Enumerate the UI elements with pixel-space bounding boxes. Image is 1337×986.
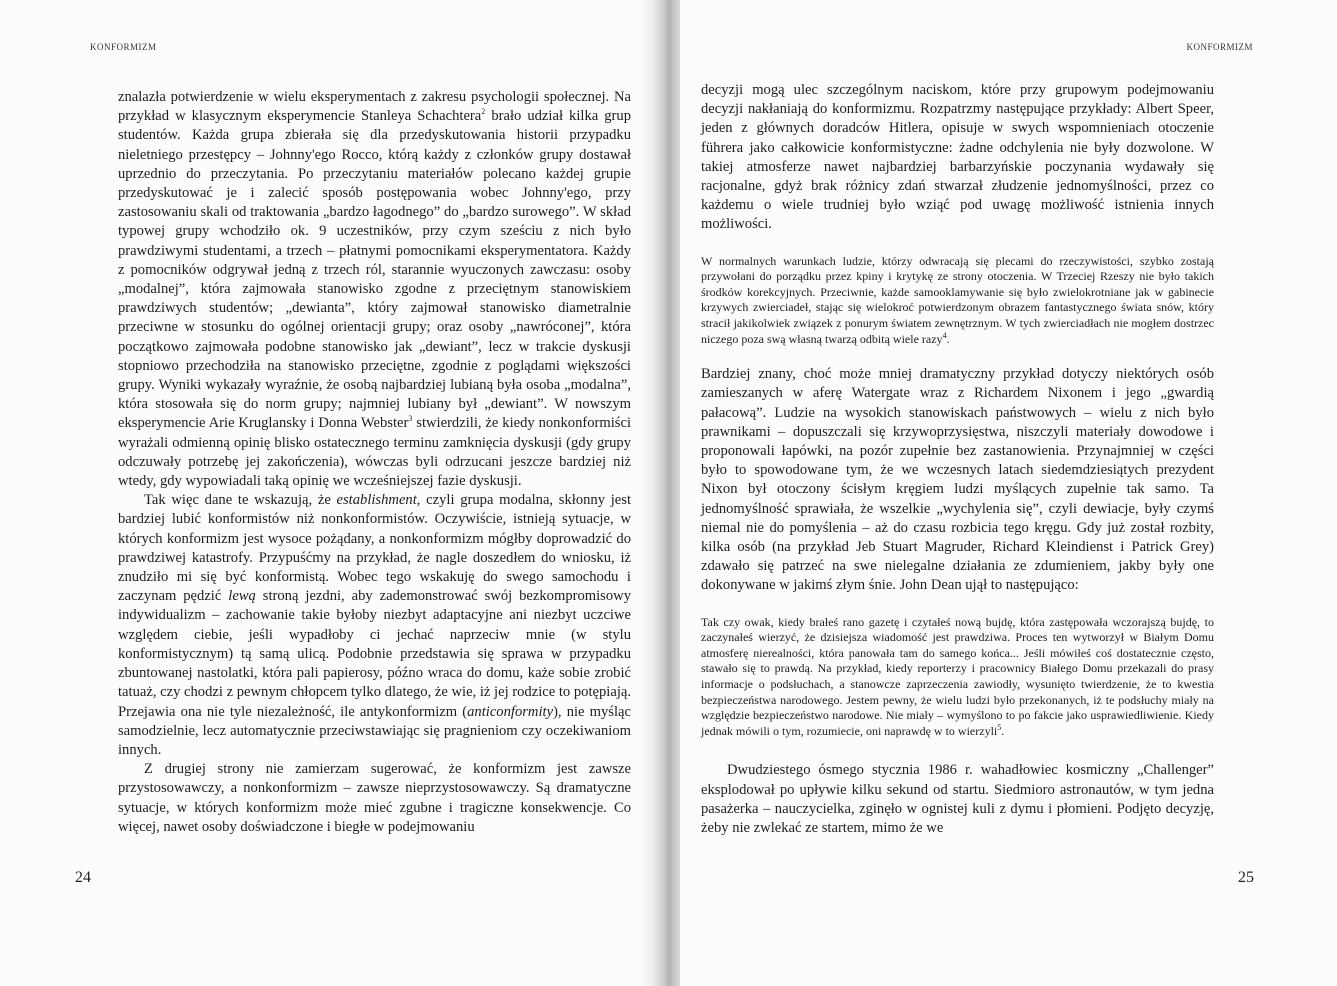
text-run: stwierdzili, że kiedy nonkonformiści wyrażali odmienną opinię blisko ostatecznego terminu zamknięcia dyskusji (gdy grupy odczuwały potrzebę jej zakończenia), wówczas byli odrzucani jeszcze bardziej niż wtedy, gdy wypowiadali taką opinię we wcześniejszej fazie dyskusji. [118, 415, 631, 490]
quote-text: Tak czy owak, kiedy brałeś rano gazetę i czytałeś nową bujdę, która zastępowała wczorajszą bujdę, to zaczynałeś wierzyć, że dzisiejsza wiadomość jest prawdziwa. Proces ten wytworzył w Białym Domu atmosferę nierealności, która panowała tam do samego końca... Jeśli mówiłeś coś dostatecznie często, stawało się to prawdą. Na przykład, kiedy reporterzy i pracownicy Białego Domu przekazali do prasy informacje o podsłuchach, a stanowcze zaprzeczenia zawiodły, wysunięto twierdzenie, że to kwestia bezpieczeństwa narodowego. Jestem pewny, że wielu ludzi było przekonanych, iż te podsłuchy miały na względzie bezpieczeństwo narodowe. Nie miały – wymyślono to po fakcie jako usprawiedliwienie. Kiedy jednak mówili o tym, rozumiecie, oni naprawdę w to wierzyli [701, 614, 1214, 738]
right-page [680, 0, 1337, 986]
paragraph [118, 491, 631, 760]
text-run: stroną jezdni, aby zademonstrować swój bezkompromisowy indywidualizm – zachowanie takie byłoby niezbyt adaptacyjne ani niezbyt uczciwe względem ciebie, jeśli wypadłoby ci jechać naprzeciw mnie (w stylu konformistycznym) tą samą ulicą. Podobnie przedstawia się sprawa w przypadku zbuntowanej nastolatki, która pali papierosy, późno wraca do domu, każe sobie zrobić tatuaż, czy chodzi z pewnym chłopcem tylko dlatego, że wie, iż jej rodzice to potępiają. Przejawia ona nie tyle niezależność, ile antykonformizm ( [118, 588, 632, 720]
text-run: , czyli grupa modalna, skłonny jest bardziej lubić konformistów niż nonkonformistów. Oczywiście, istnieją sytuacje, w których konformizm jest wysoce pożądany, a nonkonformizm mógłby doprowadzić do prawdziwej katastrofy. Przypuśćmy na przykład, że nagle doszedłem do wniosku, iż znudziło mi się być konformistą. Wobec tego wskakuję do swego samochodu i zaczynam pędzić [118, 492, 631, 605]
text-run: . [1001, 723, 1005, 738]
footnote-ref: 4 [942, 330, 947, 340]
page-number: 25 [1238, 869, 1254, 886]
footnote-ref: 3 [408, 414, 413, 424]
page-number: 24 [75, 869, 91, 886]
paragraph [118, 88, 631, 491]
text-run: brało udział kilka grup studentów. Każda grupa zbierała się dla przedyskutowania historii przypadku nieletniego przestępcy – Johnny'ego Rocco, którą każdy z członków grupy dostawał uprzednio do przeczytania. Po przeczytaniu materiałów polecano każdej grupie przedyskutować je i zalecić sposób postępowania wobec Johnny'ego, przy zastosowaniu skali od traktowania „bardzo łagodnego” do „bardzo surowego”. W skład typowej grupy wchodziło ok. 9 uczestników, przy czym sześciu z nich było prawdziwymi studentami, a trzech – płatnymi pomocnikami eksperymentatora. Każdy z pomocników odgrywał jedną z trzech ról, starannie wyuczonych zawczasu: osoby „modalnej”, która zajmowała stanowisko zgodne z przeciętnym stanowiskiem prawdziwych studentów; „dewianta”, który zajmował stanowisko diametralnie przeciwne w stosunku do ogólnej orientacji grupy; oraz osoby „nawróconej”, która początkowo zajmowała podobne stanowisko jak „dewiant”, lecz w trakcie dyskusji stopniowo przechodziła na stanowisko przeciętne, zgodnie z poglądami większości grupy. Wyniki wykazały wyraźnie, że osobą najbardziej lubianą była osoba „modalna”, która stosowała się do norm grupy; najmniej lubiany był „dewiant”. W nowszym eksperymencie Arie Kruglansky i Donna Webster [118, 108, 632, 432]
block-quote [701, 254, 1214, 348]
paragraph: Bardziej znany, choć może mniej dramatyczny przykład dotyczy niektórych osób zamieszanych w aferę Watergate wraz z Richardem Nixonem i jego „gwardią pałacową”. Ludzie na wysokich stanowiskach państwowych – wielu z nich było prawnikami – dopuszczali się krzywoprzysięstwa, niszczyli materiały dowodowe i proponowali łapówki, na pozór zupełnie bez zastanowienia. Przynajmniej w części było to spowodowane tym, że we wczesnych latach siedemdziesiątych prezydent Nixon był otoczony ścisłym kręgiem ludzi myślących zupełnie tak samo. Ta jednomyślność sprawiała, że wszelkie „wychylenia się”, czyli dewiacje, były czymś niemal nie do pomyślenia – aż do czasu rozbicia tego kręgu. Gdy już został rozbity, kilka osób (na przykład Jeb Stuart Magruder, Richard Kleindienst i Patrick Grey) zdawało się patrzeć na swe nielegalne działania ze zdumieniem, jakby były one dokonywane w jakimś złym śnie. John Dean ujął to następująco: [701, 366, 1214, 594]
quote-text: W normalnych warunkach ludzie, którzy odwracają się plecami do rzeczywistości, szybko zostają przywołani do porządku przez kpiny i krytykę ze strony otoczenia. W Trzeciej Rzeszy nie było takich środków korekcyjnych. Przeciwnie, każde samooklamywanie się było zwielokrotniane jak w gabinecie krzywych zwierciadeł, stając się wielokroć potwierdzonym obrazem fantastycznego świata snów, który stracił jakikolwiek związek z ponurym światem zewnętrznym. W tych zwierciadłach nie mogłem dostrzec niczego poza swą własną twarzą odbitą wiele razy [701, 253, 1214, 346]
text-run: ), nie myśląc samodzielnie, lecz automatycznie przeciwstawiając się pragnieniom czy oczekiwaniom innych. [118, 703, 631, 758]
left-page [0, 0, 655, 986]
text-run: znalazła potwierdzenie w wielu eksperymentach z zakresu psychologii społecznej. Na przykład w klasycznym eksperymencie Stanleya Schachtera [118, 89, 631, 125]
footnote-ref: 5 [997, 722, 1002, 732]
footnote-ref: 2 [481, 107, 486, 117]
italic-term: establishment [336, 492, 417, 509]
running-head: KONFORMIZM [90, 42, 157, 52]
italic-term: lewą [228, 588, 256, 605]
text-run: Tak więc dane te wskazują, że [144, 492, 337, 509]
right-page-body [701, 81, 1214, 838]
paragraph: Z drugiej strony nie zamierzam sugerować, że konformizm jest zawsze przystosowawczy, a nonkonformizm – zawsze nieprzystosowawczy. Są dramatyczne sytuacje, w których konformizm może mieć zgubne i tragiczne konsekwencje. Co więcej, nawet osoby doświadczone i biegłe w podejmowaniu [118, 761, 631, 835]
running-head: KONFORMIZM [1186, 42, 1253, 52]
paragraph: decyzji mogą ulec szczególnym naciskom, które przy grupowym podejmowaniu decyzji nakłaniają do konformizmu. Rozpatrzmy następujące przykłady: Albert Speer, jeden z głównych doradców Hitlera, opisuje w swych wspomnieniach otoczenie führera jako całkowicie konformistyczne: żadne odchylenia nie były dozwolone. W takiej atmosferze nawet najbardziej barbarzyńskie poczynania wydawały się racjonalne, gdyż brak różnicy zdań stwarzał złudzenie jednomyślności, przez co każdemu o wiele trudniej było wziąć pod uwagę możliwość istnienia innych możliwości. [701, 82, 1214, 233]
paragraph: Dwudziestego ósmego stycznia 1986 r. wahadłowiec kosmiczny „Challenger” eksplodował po upływie kilku sekund od startu. Siedmioro astronautów, w tym jedna pasażerka – nauczycielka, zginęło w ognistej kuli z dymu i płomieni. Podjęto decyzję, żeby nie zwlekać ze startem, mimo że we [701, 762, 1214, 836]
left-page-body [118, 88, 631, 837]
block-quote [701, 615, 1214, 740]
italic-term: anticonformity [467, 703, 554, 720]
text-run: . [946, 331, 950, 346]
